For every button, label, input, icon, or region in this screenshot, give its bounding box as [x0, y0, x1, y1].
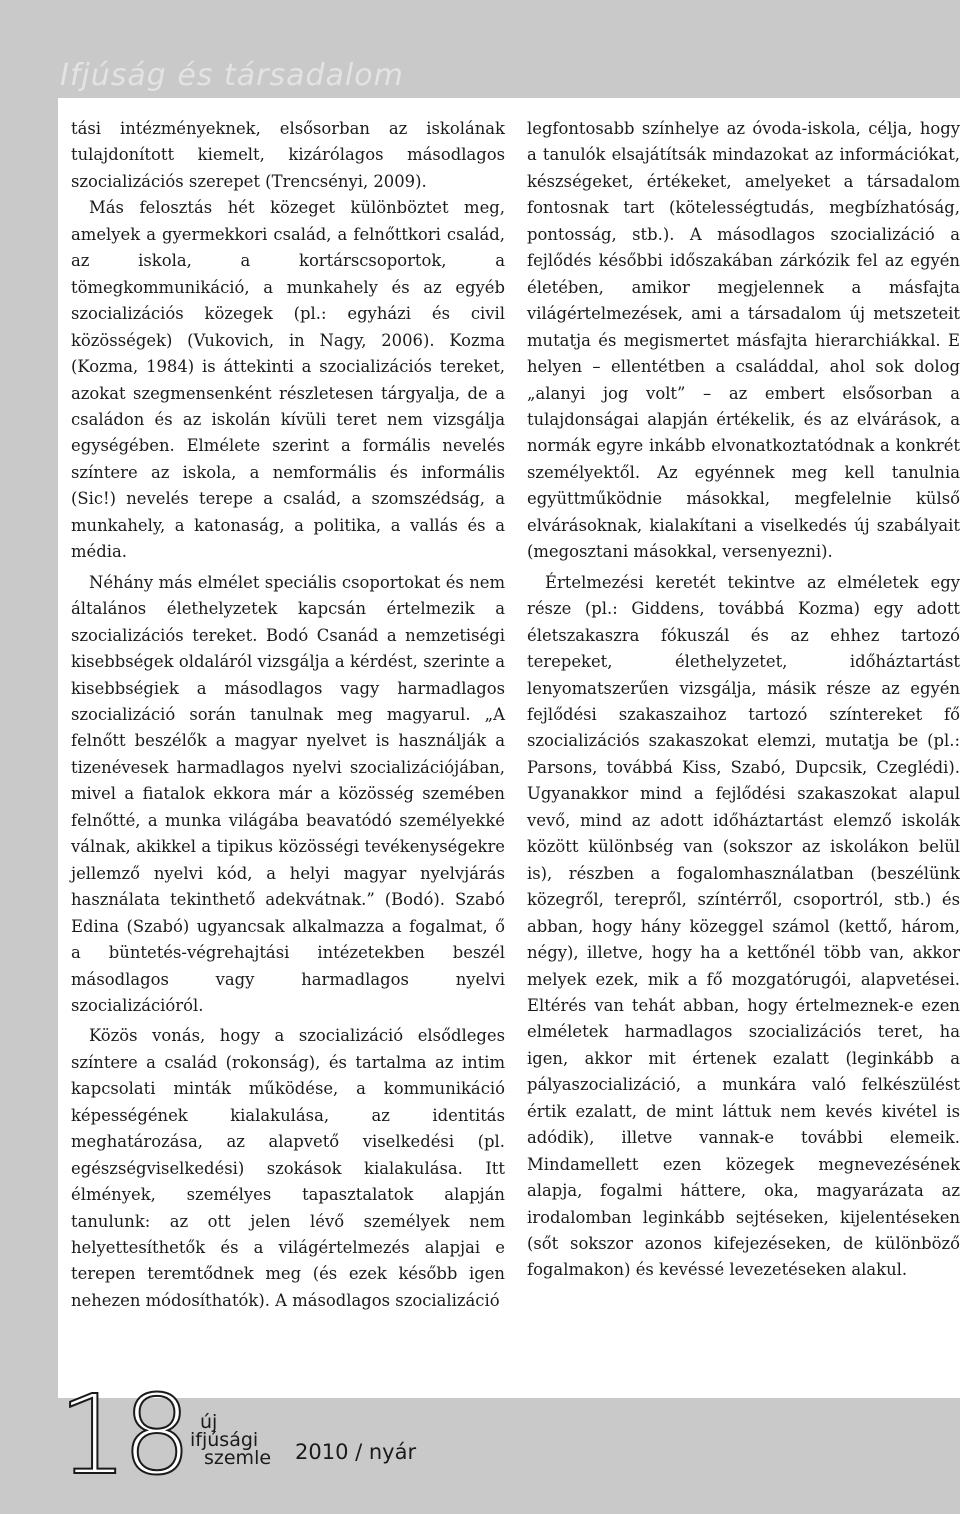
page-number: 18	[58, 1371, 186, 1499]
paragraph: legfontosabb színhelye az óvoda-iskola, célja, hogy a tanulók elsajátítsák mindazokat az információkat, készségeket, értékeket, amelyeket a társadalom fontosnak tart (kötelességtudás, megbízhatóság, pontosság, stb.). A másodlagos szocializáció a fejlődés későbbi időszakában zárkózik fel az egyén életében, amikor megjelennek a másfajta világértelmezések, ami a társadalom új metszeteit mutatja és megismertet másfajta hierarchiákkal. E helyen – ellentétben a családdal, ahol sok dolog „alanyi jog volt” – az embert elsősorban a tulajdonságai alapján értékelik, és az elvárások, a normák egyre inkább elvonatkoztatódnak a konkrét személyektől. Az egyénnek meg kell tanulnia együttműködnie másokkal, megfelelnie külső elvárásoknak, kialakítani a viselkedés új szabályait (megosztani másokkal, versenyezni).	[527, 119, 960, 562]
issue-label: 2010 / nyár	[295, 1440, 417, 1464]
paragraph: Néhány más elmélet speciális csoportokat és nem általános élethelyzetek kapcsán értelmezik a szocializációs tereket. Bodó Csanád a nemzetiségi kisebbségek oldaláról vizsgálja a kérdést, szerinte a kisebbségiek a másodlagos vagy harmadlagos szocializáció során tanulnak meg magyarul. „A felnőtt beszélők a magyar nyelvet is használják a tizenévesek harmadlagos nyelvi szocializációjában, mivel a fiatalok ekkora már a közösség szemében felnőtté, a munka világába beavatódó személyekké válnak, akikkel a tipikus közösségi tevékenységekre jellemző nyelvi kód, a helyi magyar nyelvjárás használata tekinthető adekvátnak.” (Bodó). Szabó Edina (Szabó) ugyancsak alkalmazza a fogalmat, ő a büntetés-végrehajtási intézetekben beszél másodlagos vagy harmadlagos nyelvi szocializációról.	[71, 572, 505, 1015]
logo-line: ifjúsági	[190, 1429, 259, 1451]
paragraph: tási intézményeknek, elsősorban az iskolának tulajdonított kiemelt, kizárólagos másodlagos szocializációs szerepet (Trencsényi, 2009).	[71, 119, 505, 191]
journal-logo	[190, 1413, 271, 1467]
article-column-left	[71, 116, 505, 1314]
logo-line: szemle	[204, 1447, 272, 1469]
paragraph: Közös vonás, hogy a szocializáció elsődleges színtere a család (rokonság), és tartalma az intim kapcsolati minták működése, a kommunikáció képességének kialakulása, az identitás meghatározása, az alapvető viselkedési (pl. egészségviselkedési) szokások kialakulása. Itt élmények, személyes tapasztalatok alapján tanulunk: az ott jelen lévő személyek nem helyettesíthetők és a világértelmezés alapjai e terepen teremtődnek meg (és ezek később igen nehezen módosíthatók). A másodlagos szocializáció	[71, 1026, 505, 1310]
section-header-title: Ifjúság és társadalom	[60, 58, 404, 93]
paragraph: Értelmezési keretét tekintve az elméletek egy része (pl.: Giddens, továbbá Kozma) egy adott életszakaszra fókuszál és az ehhez tartozó terepeket, élethelyzetet, időháztartást lenyomatszerűen vizsgálja, másik része az egyén fejlődési szakaszaihoz tartozó színtereket fő szocializációs szakaszokat elemzi, mutatja be (pl.: Parsons, továbbá Kiss, Szabó, Dupcsik, Czeglédi). Ugyanakkor mind a fejlődési szakaszokat alapul vevő, mind az adott időháztartást elemző iskolák között különbség van (sokszor az iskolákon belül is), részben a fogalomhasználatban (beszélünk közegről, terepről, színtérről, csoportról, stb.) és abban, hogy hány közeggel számol (kettő, három, négy), illetve, hogy ha a kettőnél több van, akkor melyek ezek, mik a fő mozgatórugói, alapvetései. Eltérés van tehát abban, hogy értelmeznek-e ezen elméletek harmadlagos szocializációs teret, ha igen, akkor mit értenek ezalatt (leginkább a pályaszocializáció, a munkára való felkészülést értik ezalatt, de mint láttuk nem kevés kivétel is adódik), illetve vannak-e további elemeik. Mindamellett ezen közegek megnevezésének alapja, fogalmi háttere, oka, magyarázata az irodalomban leginkább sejtéseken, kijelentéseken (sőt sokszor azonos kifejezéseken, de különböző fogalmakon) és kevéssé levezetéseken alakul.	[527, 572, 960, 1280]
article-column-right	[527, 116, 960, 1284]
logo-line: új	[200, 1411, 218, 1433]
paragraph: Más felosztás hét közeget különböztet meg, amelyek a gyermekkori család, a felnőttkori család, az iskola, a kortárscsoportok, a tömegkommunikáció, a munkahely és az egyéb szocializációs közegek (pl.: egyházi és civil közösségek) (Vukovich, in Nagy, 2006). Kozma (Kozma, 1984) is áttekinti a szocializációs tereket, azokat szegmensenként részletesen tárgyalja, de a családon és az iskolán kívüli teret nem vizsgálja egységében. Elmélete szerint a formális nevelés színtere az iskola, a nemformális és informális (Sic!) nevelés terepe a család, a szomszédság, a munkahely, a katonaság, a politika, a vallás és a média.	[71, 198, 505, 562]
